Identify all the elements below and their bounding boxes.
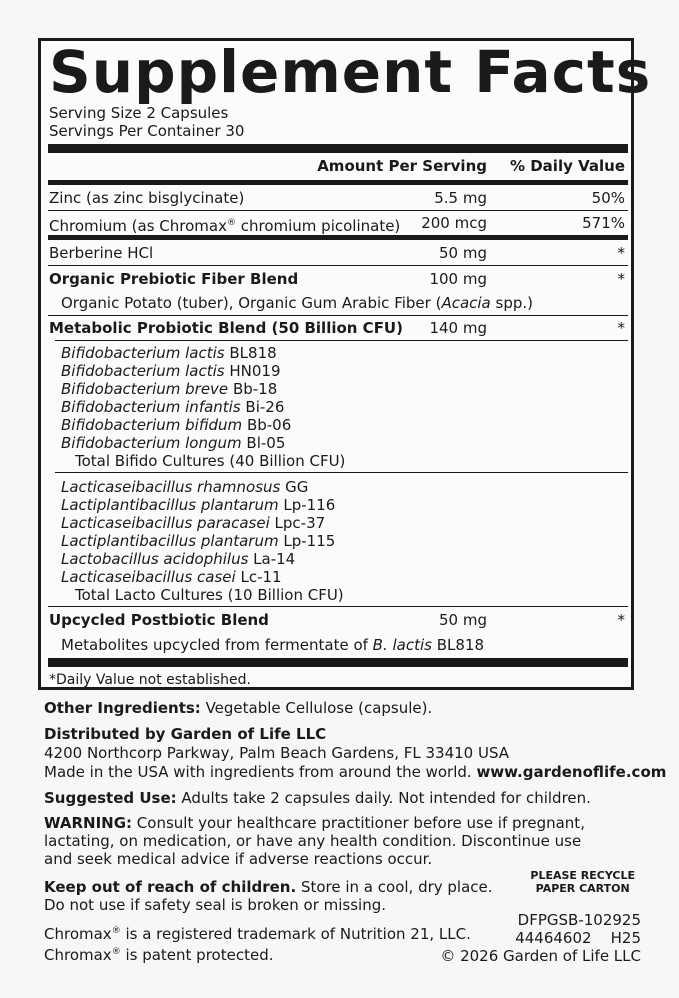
thick-divider	[48, 144, 628, 153]
strain-row: Lactiplantibacillus plantarum Lp-116	[61, 496, 336, 514]
dv-header: % Daily Value	[509, 157, 625, 175]
nutrient-name: Chromium (as Chromax® chromium picolinate)	[49, 217, 401, 235]
strain-row: Lactobacillus acidophilus La-14	[61, 550, 296, 568]
daily-value-footnote: *Daily Value not established.	[49, 672, 251, 688]
nutrient-amount: 200 mcg	[421, 214, 487, 232]
medium-divider	[48, 235, 628, 240]
warning: WARNING: Consult your healthcare practitioner before use if pregnant, lactating, on medication, or have any health condition. Discontinue use and seek medical advice if adverse reactions occur.	[44, 814, 585, 868]
postbiotic-detail: Metabolites upcycled from fermentate of B. lactis BL818	[61, 636, 485, 654]
strain-row: Bifidobacterium lactis HN019	[61, 362, 281, 380]
strain-row: Bifidobacterium bifidum Bb-06	[61, 416, 292, 434]
ingredient-name: Metabolic Probiotic Blend (50 Billion CFU)	[49, 319, 403, 337]
ingredient-dv: *	[617, 611, 625, 629]
strain-row: Lacticaseibacillus rhamnosus GG	[61, 478, 309, 496]
strain-row: Bifidobacterium infantis Bi-26	[61, 398, 285, 416]
ingredient-name: Upcycled Postbiotic Blend	[49, 611, 269, 629]
amount-header: Amount Per Serving	[317, 157, 487, 175]
lacto-list	[49, 478, 627, 604]
suggested-use: Suggested Use: Adults take 2 capsules daily. Not intended for children.	[44, 789, 591, 807]
serving-size: Serving Size 2 Capsules	[49, 104, 229, 122]
ingredient-amount: 50 mg	[439, 244, 487, 262]
nutrient-dv: 571%	[582, 214, 625, 232]
row-divider	[55, 340, 628, 341]
ingredient-dv: *	[617, 244, 625, 262]
row-divider	[48, 315, 628, 316]
nutrient-dv: 50%	[591, 189, 625, 207]
medium-divider	[48, 180, 628, 185]
distributor-name: Distributed by Garden of Life LLC	[44, 725, 327, 743]
strain-row: Lactiplantibacillus plantarum Lp-115	[61, 532, 336, 550]
lacto-total: Total Lacto Cultures (10 Billion CFU)	[75, 586, 344, 604]
nutrient-amount: 5.5 mg	[434, 189, 487, 207]
other-ingredients: Other Ingredients: Vegetable Cellulose (capsule).	[44, 699, 433, 717]
website-link[interactable]: www.gardenoflife.com	[476, 763, 667, 781]
nutrient-row-chromium	[49, 214, 627, 235]
bifido-total: Total Bifido Cultures (40 Billion CFU)	[75, 452, 346, 470]
row-divider	[48, 606, 628, 607]
ingredient-amount: 140 mg	[429, 319, 487, 337]
row-divider	[55, 472, 628, 473]
batch-code: DFPGSB-102925	[517, 911, 641, 929]
row-divider	[48, 265, 628, 266]
product-codes	[440, 911, 641, 965]
ingredient-dv: *	[617, 319, 625, 337]
strain-row: Bifidobacterium lactis BL818	[61, 344, 277, 362]
ingredient-name: Organic Prebiotic Fiber Blend	[49, 270, 299, 288]
ingredient-row-prebiotic	[49, 270, 627, 288]
ingredient-amount: 100 mg	[429, 270, 487, 288]
row-divider	[48, 210, 628, 211]
servings-per-container: Servings Per Container 30	[49, 122, 245, 140]
recycle-notice: PLEASE RECYCLE PAPER CARTON	[530, 869, 635, 895]
ingredient-row-postbiotic	[49, 611, 627, 629]
ingredient-name: Berberine HCl	[49, 244, 154, 262]
copyright: © 2026 Garden of Life LLC	[440, 947, 641, 965]
supplement-facts-panel	[38, 38, 652, 690]
lot-code: 44464602 H25	[515, 929, 641, 947]
distributor-address: 4200 Northcorp Parkway, Palm Beach Gardens, FL 33410 USA	[44, 744, 510, 762]
ingredient-row-berberine	[49, 244, 627, 262]
panel-title: Supplement Facts	[49, 38, 652, 106]
made-in-usa: Made in the USA with ingredients from around the world. www.gardenoflife.com	[44, 763, 667, 781]
strain-row: Lacticaseibacillus casei Lc-11	[61, 568, 282, 586]
ingredient-dv: *	[617, 270, 625, 288]
ingredient-amount: 50 mg	[439, 611, 487, 629]
trademark-notice: Chromax® is a registered trademark of Nutrition 21, LLC. Chromax® is patent protected.	[44, 925, 471, 964]
prebiotic-detail: Organic Potato (tuber), Organic Gum Arabic Fiber (Acacia spp.)	[61, 294, 533, 312]
strain-row: Bifidobacterium longum Bl-05	[61, 434, 286, 452]
strain-row: Lacticaseibacillus paracasei Lpc-37	[61, 514, 326, 532]
bifido-list	[49, 344, 627, 470]
nutrient-row-zinc	[49, 189, 627, 207]
strain-row: Bifidobacterium breve Bb-18	[61, 380, 278, 398]
ingredient-row-probiotic	[49, 319, 627, 337]
nutrient-name: Zinc (as zinc bisglycinate)	[49, 189, 245, 207]
keep-out-of-reach: Keep out of reach of children. Store in a cool, dry place. Do not use if safety seal is broken or missing.	[44, 878, 493, 914]
thick-divider	[48, 658, 628, 667]
